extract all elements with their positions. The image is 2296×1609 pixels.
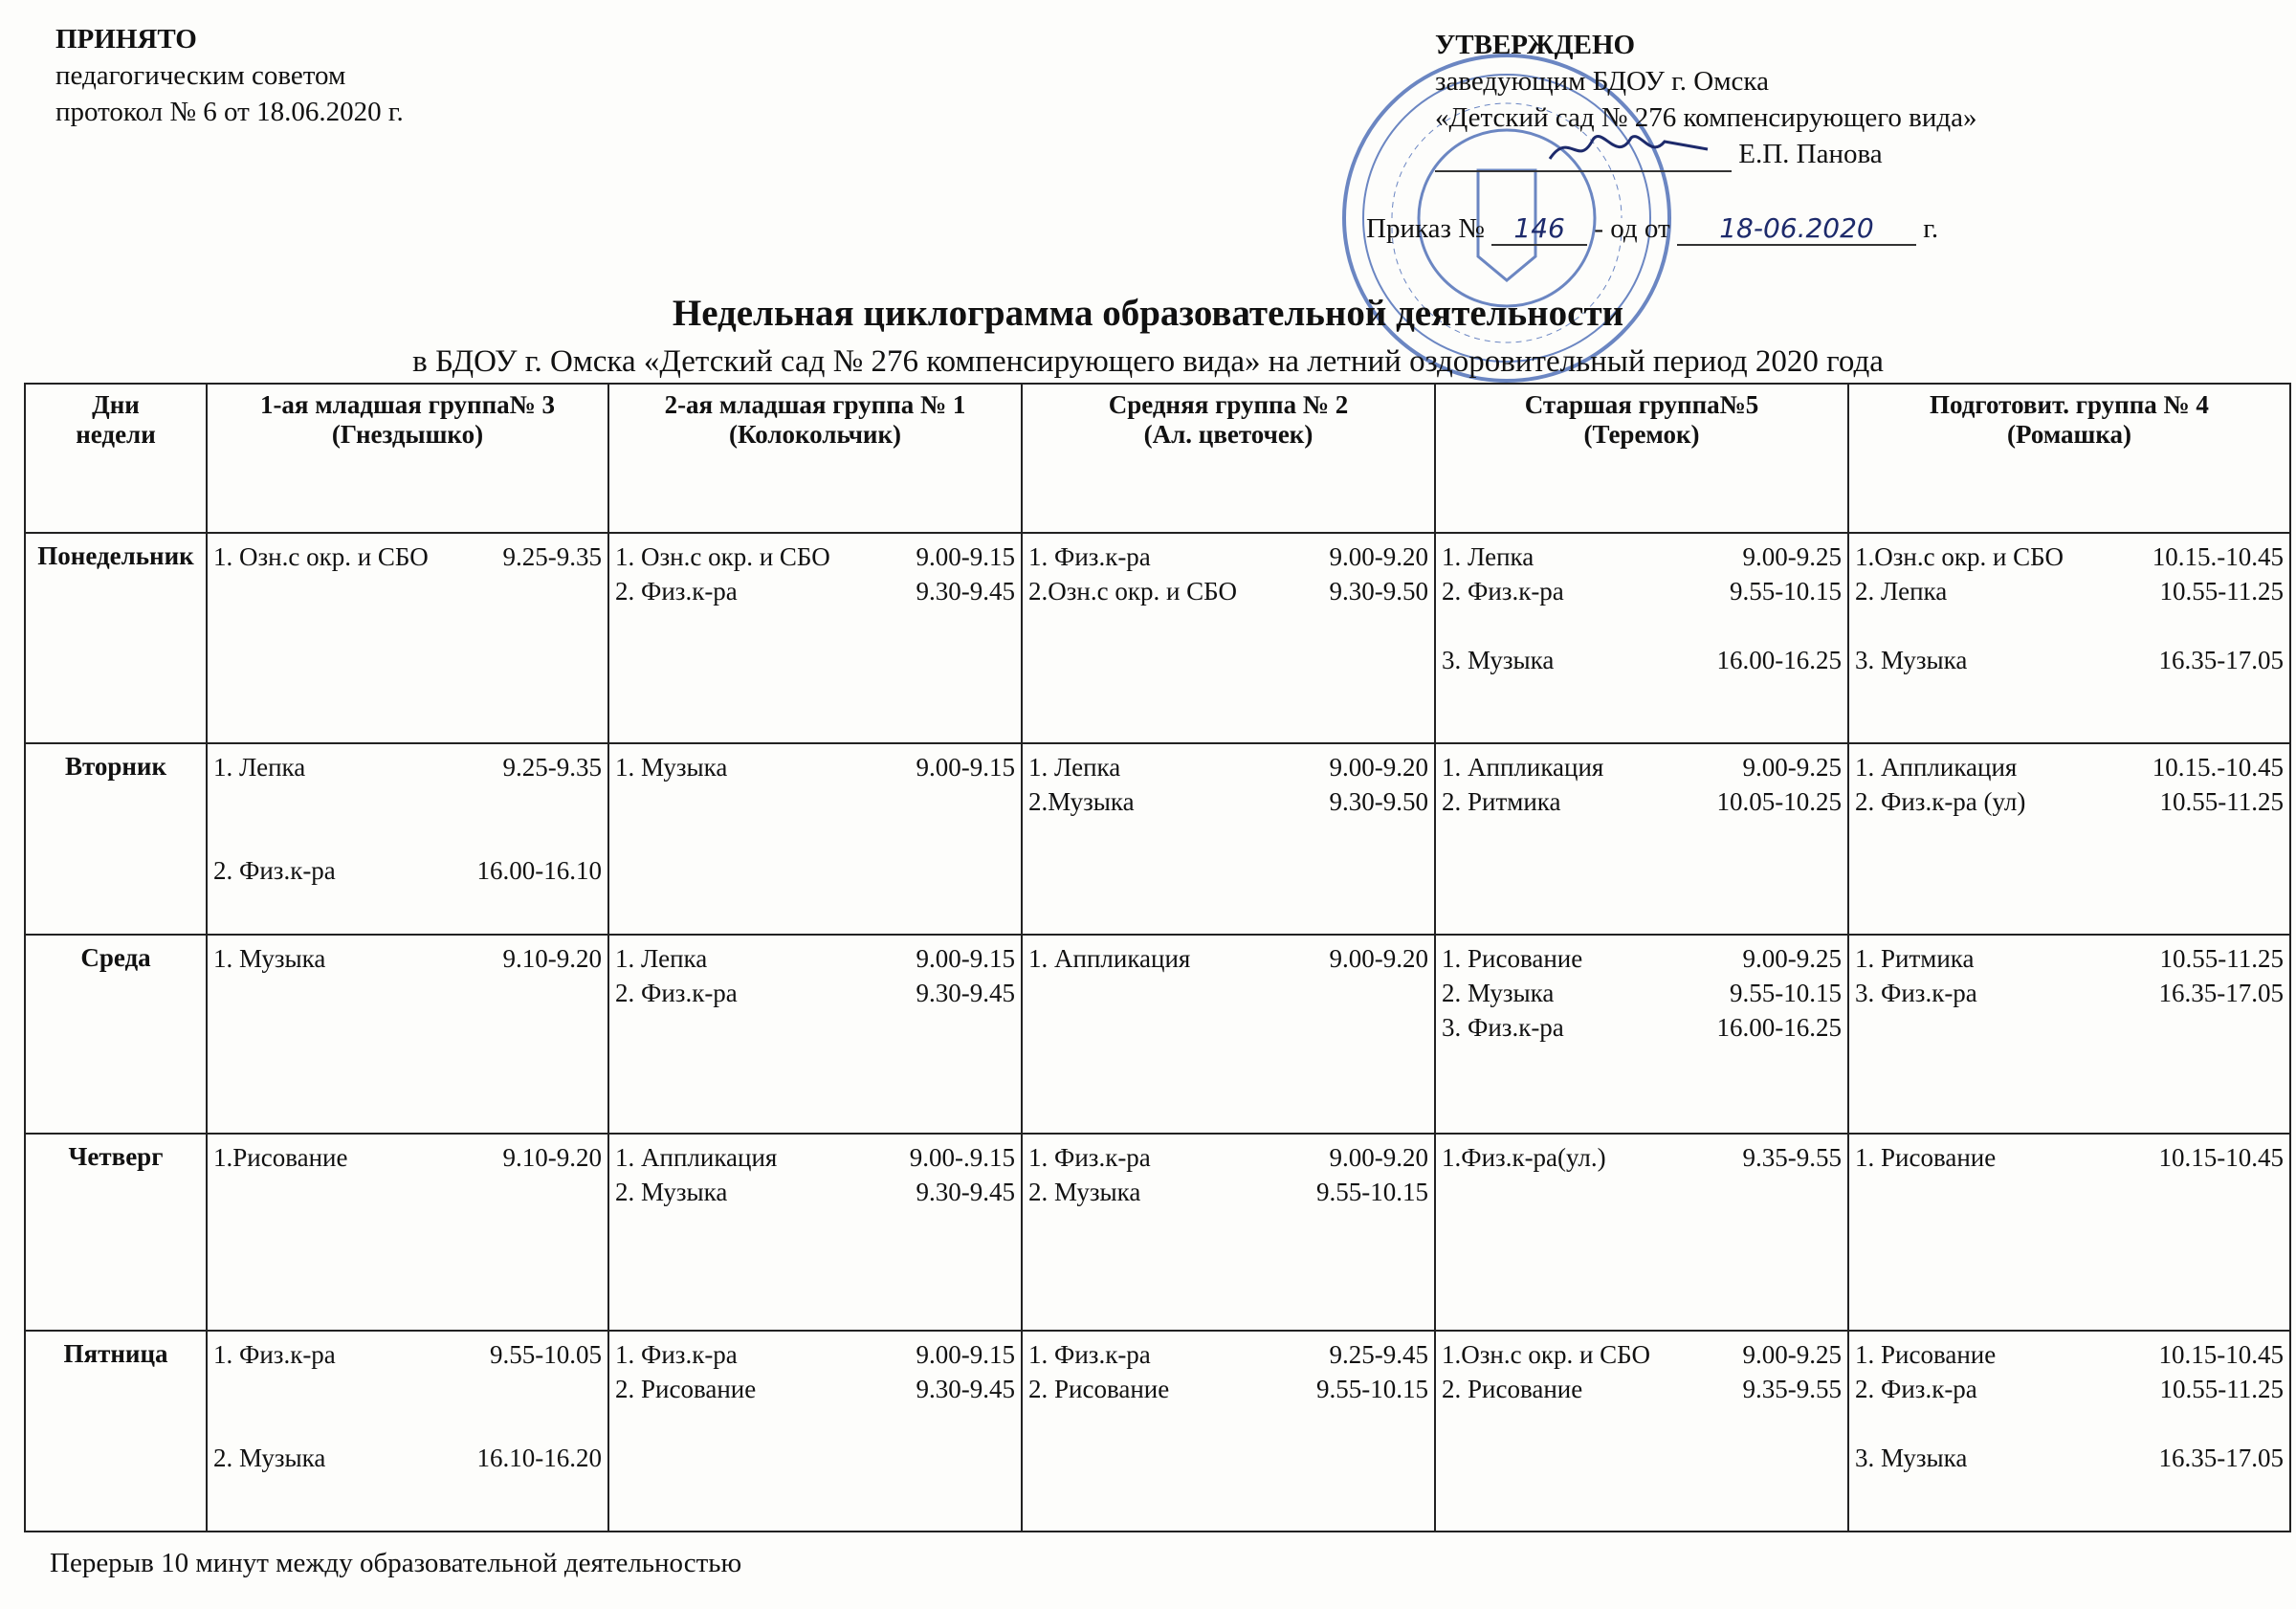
activity-time: 16.00-16.10	[476, 856, 602, 885]
activity-name: 1. Ритмика	[1855, 944, 1975, 973]
activity-time: 9.55-10.15	[1730, 577, 1842, 606]
activity-line	[1442, 540, 1842, 574]
schedule-cell	[1435, 533, 1848, 743]
activity-line	[1442, 1337, 1842, 1372]
order-mid: - од от	[1594, 213, 1670, 244]
activity-name: 2. Физ.к-ра	[1442, 577, 1564, 606]
activity-name: 1. Рисование	[1855, 1340, 1997, 1369]
activity-line	[1855, 643, 2284, 677]
schedule-cell	[608, 533, 1022, 743]
activity-line	[213, 1140, 602, 1175]
activity-line	[615, 750, 1015, 784]
activity-line	[615, 540, 1015, 574]
header-line2: (Ал. цветочек)	[1143, 420, 1314, 449]
activity-line	[1028, 750, 1428, 784]
schedule-cell	[207, 743, 608, 935]
header-days	[25, 384, 207, 533]
schedule-cell	[1435, 935, 1848, 1134]
header-group-4	[1435, 384, 1848, 533]
activity-time: 9.30-9.50	[1329, 787, 1428, 816]
day-cell: Пятница	[25, 1331, 207, 1532]
activity-line	[1028, 941, 1428, 976]
activity-line	[213, 853, 602, 888]
schedule-cell	[1435, 1134, 1848, 1331]
activity-line	[1855, 750, 2284, 784]
activity-line	[615, 976, 1015, 1010]
activity-time: 9.00-9.20	[1329, 542, 1428, 571]
header-line1: Подготовит. группа № 4	[1930, 390, 2209, 419]
activity-time: 10.15.-10.45	[2152, 542, 2284, 571]
schedule-cell	[1848, 1331, 2290, 1532]
order-prefix: Приказ №	[1366, 213, 1485, 244]
activity-time: 9.55-10.15	[1316, 1375, 1428, 1403]
activity-time: 16.35-17.05	[2158, 646, 2284, 674]
activity-time: 9.00-9.15	[916, 1340, 1015, 1369]
activity-line	[1442, 941, 1842, 976]
header-line1: Средняя группа № 2	[1108, 390, 1349, 419]
activity-name: 2. Музыка	[1442, 979, 1555, 1007]
header-line2: недели	[76, 420, 156, 449]
footer-note: Перерыв 10 минут между образовательной деятельностью	[50, 1548, 742, 1578]
table-row	[25, 743, 2290, 935]
activity-name: 1. Озн.с окр. и СБО	[615, 542, 830, 571]
activity-name: 2. Рисование	[1028, 1375, 1170, 1403]
activity-time: 9.00-9.20	[1329, 944, 1428, 973]
order-line	[1366, 212, 1938, 246]
schedule-cell	[207, 1331, 608, 1532]
header-line2: (Гнездышко)	[331, 420, 484, 449]
activity-time: 9.30-9.45	[916, 577, 1015, 606]
activity-line	[1442, 574, 1842, 608]
activity-line	[1028, 574, 1428, 608]
activity-name: 1. Лепка	[1028, 753, 1121, 782]
schedule-cell	[1022, 1331, 1435, 1532]
activity-name: 3. Музыка	[1855, 1444, 1968, 1472]
activity-name: 2.Музыка	[1028, 787, 1135, 816]
signature-scribble-icon	[1435, 130, 1722, 168]
approval-left-heading: ПРИНЯТО	[55, 24, 197, 55]
activity-name: 2. Ритмика	[1442, 787, 1561, 816]
schedule-cell	[1848, 743, 2290, 935]
activity-time: 9.25-9.35	[502, 542, 602, 571]
order-suffix: г.	[1923, 213, 1939, 244]
activity-name: 2. Физ.к-ра	[615, 577, 738, 606]
activity-name: 2. Музыка	[213, 1444, 326, 1472]
activity-time: 16.00-16.25	[1716, 646, 1842, 674]
header-group-1	[207, 384, 608, 533]
activity-name: 1.Озн.с окр. и СБО	[1442, 1340, 1650, 1369]
activity-line	[213, 750, 602, 784]
activity-name: 1. Рисование	[1855, 1143, 1997, 1172]
activity-name: 3. Физ.к-ра	[1855, 979, 1977, 1007]
order-date: 18-06.2020	[1677, 212, 1916, 246]
activity-time: 9.00-9.15	[916, 944, 1015, 973]
activity-line	[1028, 1372, 1428, 1406]
activity-line	[1028, 540, 1428, 574]
schedule-cell	[608, 1331, 1022, 1532]
activity-name: 1. Физ.к-ра	[1028, 1143, 1151, 1172]
schedule-cell	[207, 1134, 608, 1331]
activity-name: 1. Физ.к-ра	[1028, 1340, 1151, 1369]
activity-line	[1855, 1337, 2284, 1372]
activity-name: 1. Музыка	[213, 944, 326, 973]
activity-time: 9.55-10.05	[490, 1340, 602, 1369]
activity-name: 1. Физ.к-ра	[1028, 542, 1151, 571]
activity-time: 9.00-9.25	[1742, 944, 1842, 973]
schedule-cell	[1022, 533, 1435, 743]
activity-line	[1855, 976, 2284, 1010]
day-cell: Четверг	[25, 1134, 207, 1331]
activity-name: 1. Аппликация	[615, 1143, 778, 1172]
activity-line	[1442, 1372, 1842, 1406]
activity-time: 9.25-9.35	[502, 753, 602, 782]
approval-left-line2: протокол № 6 от 18.06.2020 г.	[55, 97, 404, 127]
activity-time: 10.55-11.25	[2159, 577, 2284, 606]
header-line2: (Колокольчик)	[728, 420, 902, 449]
approval-right-block	[1435, 27, 1977, 172]
activity-time: 9.25-9.45	[1329, 1340, 1428, 1369]
activity-time: 9.00-9.20	[1329, 1143, 1428, 1172]
activity-line	[1855, 1372, 2284, 1406]
schedule-cell	[1022, 743, 1435, 935]
header-line1: 2-ая младшая группа № 1	[664, 390, 966, 419]
document-subtitle: в БДОУ г. Омска «Детский сад № 276 компенсирующего вида» на летний оздоровительный период 2020 года	[412, 344, 1884, 379]
activity-time: 9.10-9.20	[502, 944, 602, 973]
table-row	[25, 935, 2290, 1134]
activity-name: 1. Аппликация	[1442, 753, 1604, 782]
activity-line	[1855, 1441, 2284, 1475]
activity-time: 10.15.-10.45	[2152, 753, 2284, 782]
activity-name: 3. Музыка	[1855, 646, 1968, 674]
activity-name: 3. Физ.к-ра	[1442, 1013, 1564, 1042]
activity-name: 1.Рисование	[213, 1143, 348, 1172]
activity-name: 1. Лепка	[1442, 542, 1534, 571]
schedule-cell	[207, 533, 608, 743]
activity-time: 9.30-9.45	[916, 1375, 1015, 1403]
approval-right-line1: заведующим БДОУ г. Омска	[1435, 66, 1769, 97]
activity-line	[213, 941, 602, 976]
approval-right-heading: УТВЕРЖДЕНО	[1435, 30, 1636, 60]
schedule-cell	[1848, 1134, 2290, 1331]
activity-time: 9.00-9.25	[1742, 1340, 1842, 1369]
header-group-3	[1022, 384, 1435, 533]
document-title: Недельная циклограмма образовательной деятельности	[672, 293, 1624, 334]
activity-name: 1. Лепка	[615, 944, 708, 973]
activity-time: 9.35-9.55	[1742, 1143, 1842, 1172]
activity-line	[615, 1175, 1015, 1209]
activity-time: 9.10-9.20	[502, 1143, 602, 1172]
activity-name: 1. Физ.к-ра	[213, 1340, 336, 1369]
activity-name: 3. Музыка	[1442, 646, 1555, 674]
activity-line	[615, 574, 1015, 608]
approval-left-block	[55, 21, 404, 130]
schedule-cell	[608, 1134, 1022, 1331]
header-line2: (Теремок)	[1583, 420, 1700, 449]
activity-name: 1. Музыка	[615, 753, 728, 782]
schedule-cell	[1435, 743, 1848, 935]
schedule-cell	[608, 743, 1022, 935]
header-group-5	[1848, 384, 2290, 533]
activity-time: 9.30-9.45	[916, 979, 1015, 1007]
schedule-cell	[1022, 1134, 1435, 1331]
activity-name: 1. Лепка	[213, 753, 306, 782]
table-row	[25, 1331, 2290, 1532]
activity-line	[1028, 1337, 1428, 1372]
activity-name: 2. Физ.к-ра	[1855, 1375, 1977, 1403]
schedule-cell	[1435, 1331, 1848, 1532]
activity-line	[615, 1337, 1015, 1372]
activity-time: 9.00-9.20	[1329, 753, 1428, 782]
header-line1: 1-ая младшая группа№ 3	[259, 390, 556, 419]
activity-line	[1442, 1140, 1842, 1175]
activity-name: 1. Рисование	[1442, 944, 1583, 973]
schedule-cell	[608, 935, 1022, 1134]
activity-name: 2.Озн.с окр. и СБО	[1028, 577, 1237, 606]
activity-line	[1442, 976, 1842, 1010]
activity-time: 10.15-10.45	[2158, 1143, 2284, 1172]
activity-time: 10.55-11.25	[2159, 787, 2284, 816]
activity-name: 2. Физ.к-ра	[615, 979, 738, 1007]
activity-line	[213, 1337, 602, 1372]
activity-line	[1028, 1140, 1428, 1175]
activity-time: 9.00-9.15	[916, 542, 1015, 571]
header-line1: Дни	[92, 390, 140, 419]
header-line2: (Ромашка)	[2007, 420, 2131, 449]
day-cell: Понедельник	[25, 533, 207, 743]
activity-line	[615, 941, 1015, 976]
activity-time: 9.00-9.15	[916, 753, 1015, 782]
activity-time: 9.30-9.45	[916, 1178, 1015, 1206]
activity-line	[1855, 941, 2284, 976]
header-group-2	[608, 384, 1022, 533]
activity-line	[1855, 784, 2284, 819]
activity-line	[1442, 1010, 1842, 1045]
activity-name: 1. Аппликация	[1855, 753, 2018, 782]
header-line1: Старшая группа№5	[1524, 390, 1759, 419]
signature-line	[1435, 142, 1732, 172]
activity-line	[615, 1372, 1015, 1406]
activity-time: 10.55-11.25	[2159, 1375, 2284, 1403]
activity-time: 10.15-10.45	[2158, 1340, 2284, 1369]
activity-time: 16.35-17.05	[2158, 1444, 2284, 1472]
activity-name: 1.Физ.к-ра(ул.)	[1442, 1143, 1606, 1172]
day-cell: Вторник	[25, 743, 207, 935]
table-header-row	[25, 384, 2290, 533]
activity-line	[615, 1140, 1015, 1175]
activity-name: 2. Рисование	[615, 1375, 757, 1403]
activity-name: 2. Физ.к-ра (ул)	[1855, 787, 2026, 816]
activity-time: 9.00-.9.15	[909, 1143, 1015, 1172]
day-cell: Среда	[25, 935, 207, 1134]
activity-time: 9.55-10.15	[1730, 979, 1842, 1007]
activity-line	[1855, 574, 2284, 608]
activity-line	[1855, 540, 2284, 574]
activity-time: 9.35-9.55	[1742, 1375, 1842, 1403]
activity-time: 9.30-9.50	[1329, 577, 1428, 606]
activity-line	[213, 1441, 602, 1475]
activity-name: 2. Рисование	[1442, 1375, 1583, 1403]
activity-line	[1028, 1175, 1428, 1209]
schedule-cell	[207, 935, 608, 1134]
table-row	[25, 533, 2290, 743]
activity-name: 1. Озн.с окр. и СБО	[213, 542, 429, 571]
approval-right-line2: «Детский сад № 276 компенсирующего вида»	[1435, 102, 1977, 133]
signature-row	[1435, 136, 1977, 172]
activity-name: 2. Физ.к-ра	[213, 856, 336, 885]
activity-name: 2. Музыка	[1028, 1178, 1141, 1206]
activity-time: 9.55-10.15	[1316, 1178, 1428, 1206]
activity-time: 10.05-10.25	[1716, 787, 1842, 816]
approval-left-line1: педагогическим советом	[55, 60, 346, 91]
activity-line	[1028, 784, 1428, 819]
activity-time: 10.55-11.25	[2159, 944, 2284, 973]
schedule-cell	[1848, 533, 2290, 743]
activity-line	[1442, 784, 1842, 819]
order-number: 146	[1491, 212, 1587, 246]
schedule-cell	[1022, 935, 1435, 1134]
activity-line	[1442, 750, 1842, 784]
activity-name: 1. Аппликация	[1028, 944, 1191, 973]
schedule-cell	[1848, 935, 2290, 1134]
activity-name: 1. Физ.к-ра	[615, 1340, 738, 1369]
activity-time: 16.10-16.20	[476, 1444, 602, 1472]
activity-line	[1855, 1140, 2284, 1175]
signer-name: Е.П. Панова	[1738, 139, 1883, 169]
schedule-table	[24, 383, 2291, 1532]
activity-line	[213, 540, 602, 574]
activity-time: 9.00-9.25	[1742, 542, 1842, 571]
activity-name: 1.Озн.с окр. и СБО	[1855, 542, 2064, 571]
activity-name: 2. Лепка	[1855, 577, 1948, 606]
table-row	[25, 1134, 2290, 1331]
activity-time: 9.00-9.25	[1742, 753, 1842, 782]
activity-time: 16.35-17.05	[2158, 979, 2284, 1007]
activity-line	[1442, 643, 1842, 677]
activity-time: 16.00-16.25	[1716, 1013, 1842, 1042]
activity-name: 2. Музыка	[615, 1178, 728, 1206]
